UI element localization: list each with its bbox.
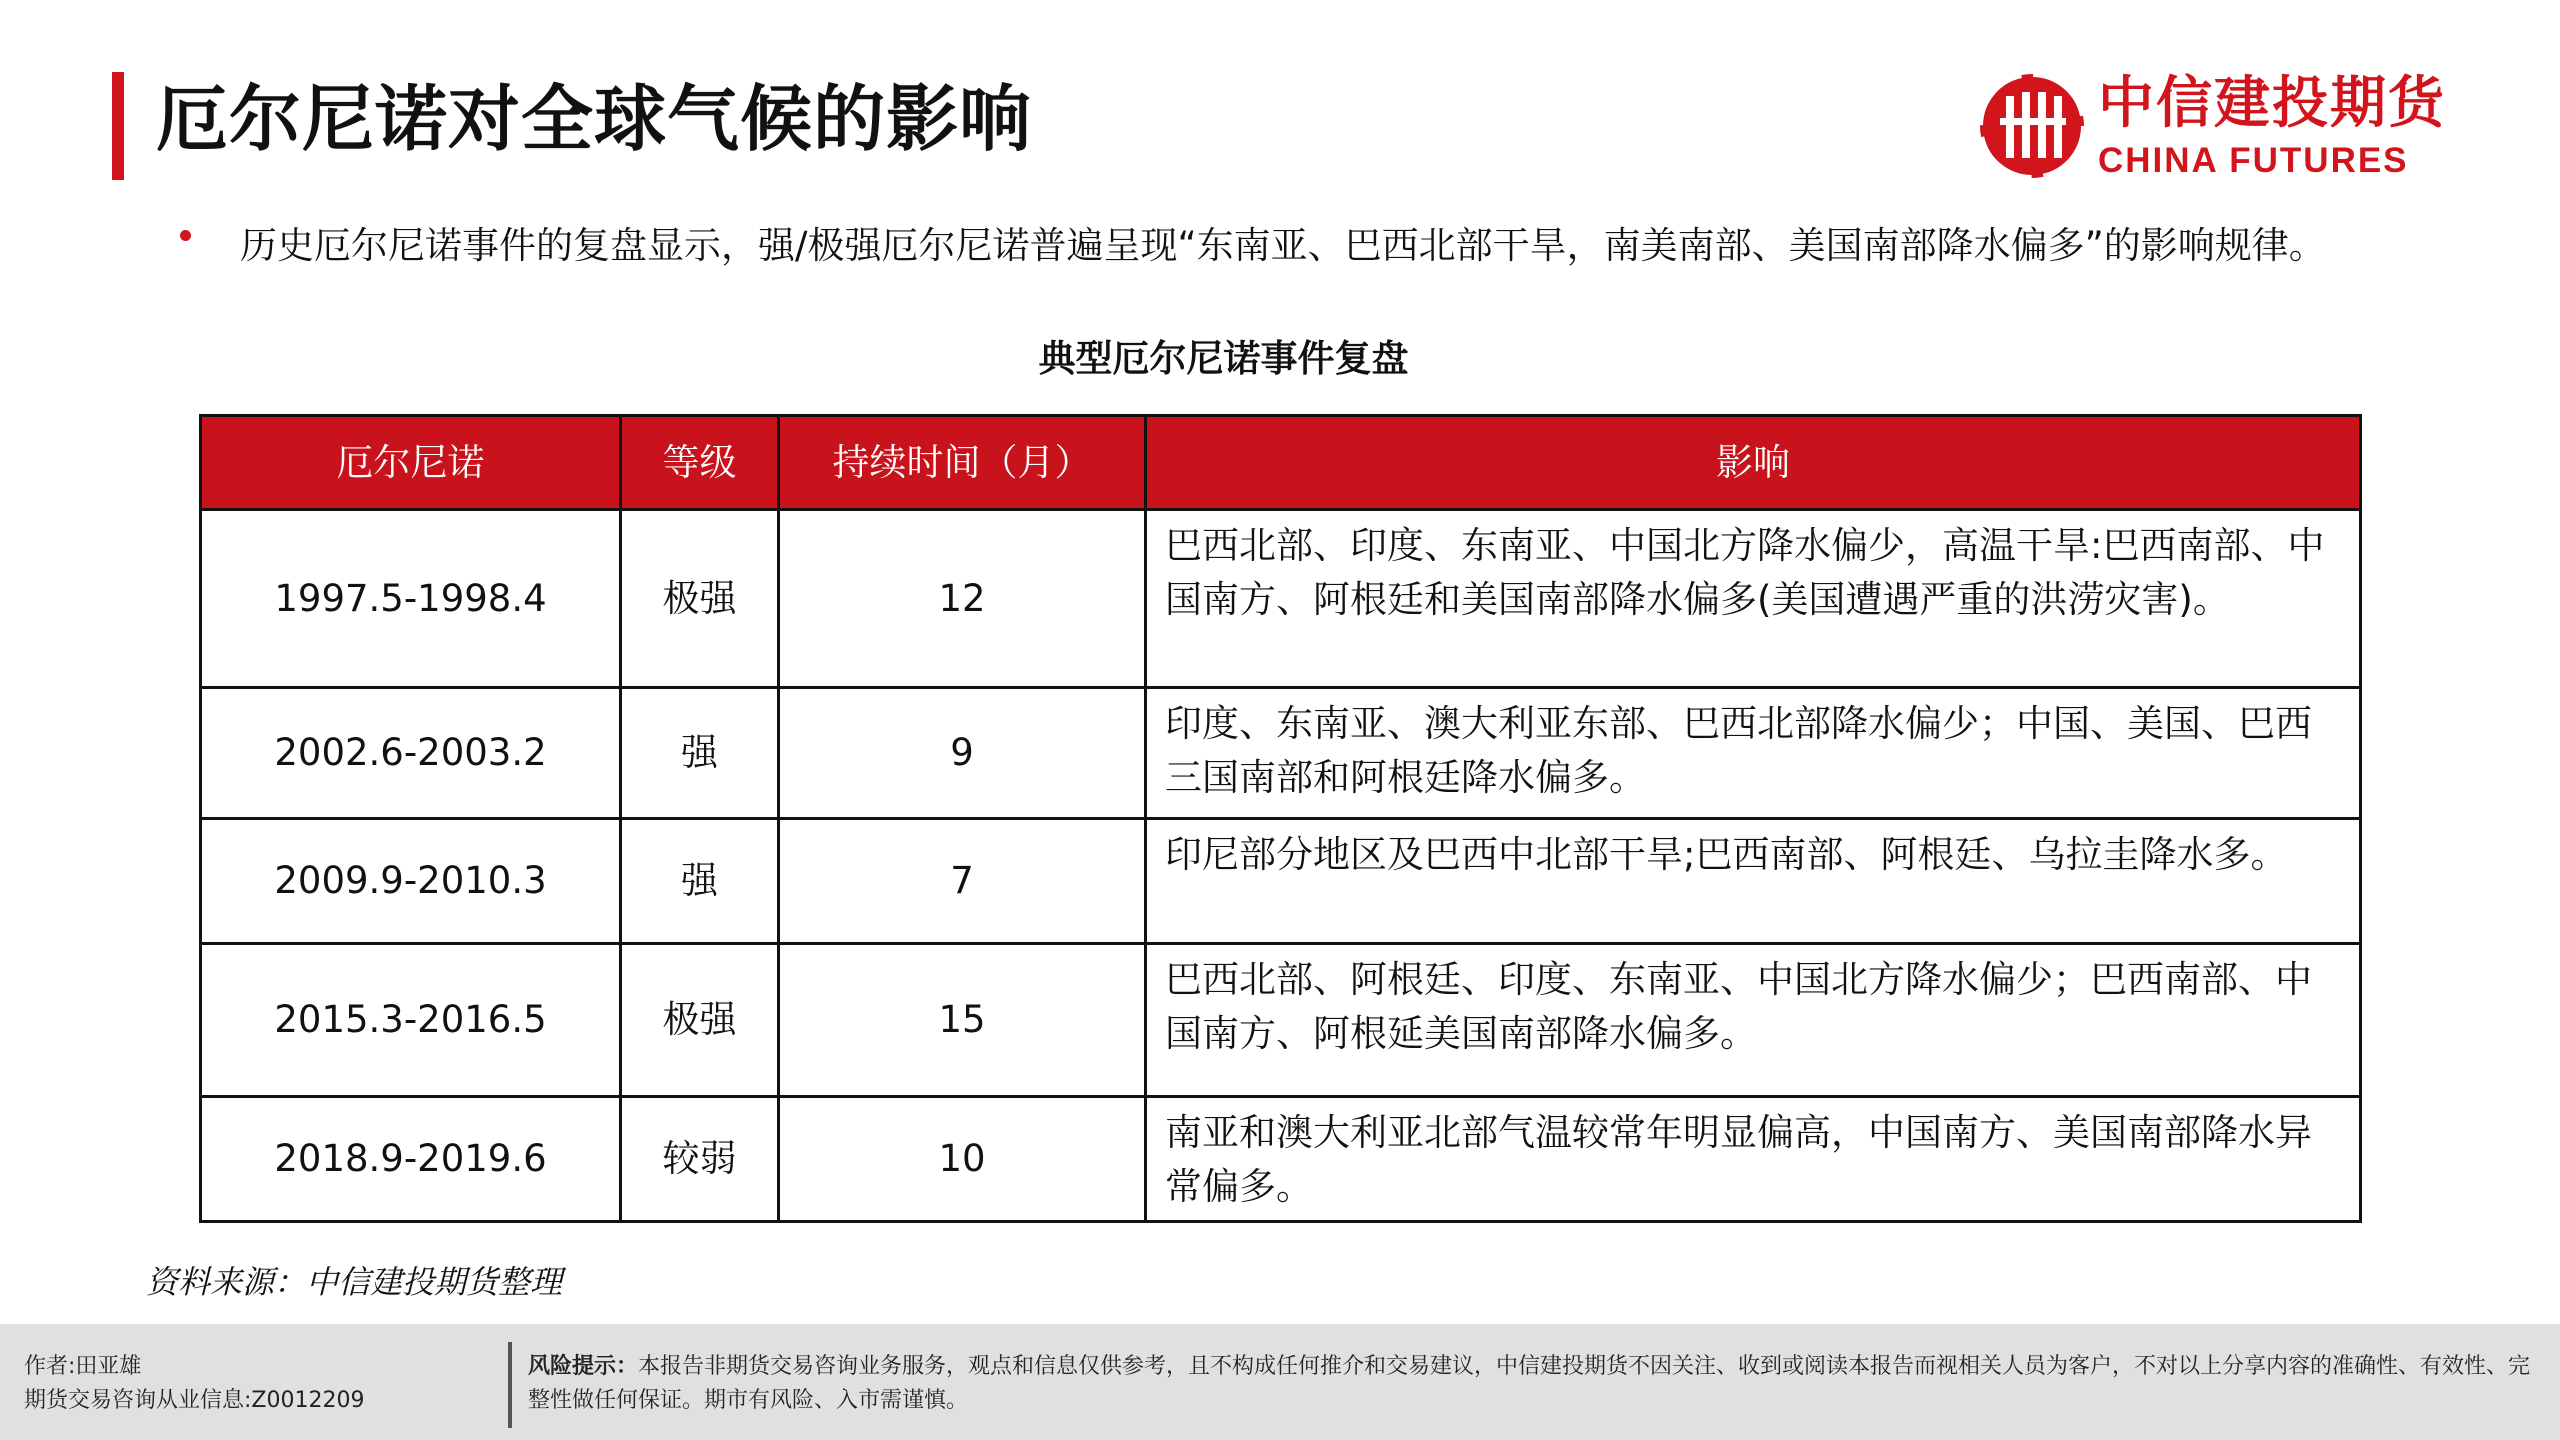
level-cell: 强 — [621, 688, 779, 819]
impact-cell: 巴西北部、印度、东南亚、中国北方降水偏少，高温干旱:巴西南部、中国南方、阿根廷和美国南部降水偏多(美国遭遇严重的洪涝灾害)。 — [1146, 510, 2361, 688]
period-cell: 2002.6-2003.2 — [201, 688, 621, 819]
license-number: 期货交易咨询从业信息:Z0012209 — [24, 1388, 365, 1413]
header-level: 等级 — [621, 416, 779, 510]
header-duration: 持续时间（月） — [779, 416, 1146, 510]
period-cell: 2015.3-2016.5 — [201, 944, 621, 1097]
duration-cell: 15 — [779, 944, 1146, 1097]
impact-cell: 巴西北部、阿根廷、印度、东南亚、中国北方降水偏少；巴西南部、中国南方、阿根延美国南部降水偏多。 — [1146, 944, 2361, 1097]
bullet-dot — [180, 230, 191, 241]
author-name: 作者:田亚雄 — [24, 1354, 142, 1379]
table-row — [201, 1097, 2361, 1222]
duration-cell: 9 — [779, 688, 1146, 819]
source-note: 资料来源：中信建投期货整理 — [146, 1263, 563, 1301]
header-el-nino: 厄尔尼诺 — [201, 416, 621, 510]
footer — [0, 1324, 2560, 1440]
level-cell: 极强 — [621, 944, 779, 1097]
risk-label: 风险提示： — [528, 1354, 639, 1379]
brand-logo — [1976, 70, 2446, 186]
title-accent-bar — [112, 72, 124, 180]
duration-cell: 10 — [779, 1097, 1146, 1222]
table-header-row — [201, 416, 2361, 510]
header-impact: 影响 — [1146, 416, 2361, 510]
period-cell: 2009.9-2010.3 — [201, 819, 621, 944]
footer-author-info — [24, 1350, 364, 1418]
page-title: 厄尔尼诺对全球气候的影响 — [156, 77, 1033, 161]
risk-disclaimer — [528, 1350, 2538, 1418]
table-title: 典型厄尔尼诺事件复盘 — [1038, 337, 1409, 380]
period-cell: 2018.9-2019.6 — [201, 1097, 621, 1222]
period-cell: 1997.5-1998.4 — [201, 510, 621, 688]
impact-cell: 南亚和澳大利亚北部气温较常年明显偏高，中国南方、美国南部降水异常偏多。 — [1146, 1097, 2361, 1222]
duration-cell: 12 — [779, 510, 1146, 688]
impact-cell: 印尼部分地区及巴西中北部干旱;巴西南部、阿根廷、乌拉圭降水多。 — [1146, 819, 2361, 944]
table-row — [201, 819, 2361, 944]
table-row — [201, 510, 2361, 688]
impact-cell: 印度、东南亚、澳大利亚东部、巴西北部降水偏少；中国、美国、巴西三国南部和阿根廷降水偏多。 — [1146, 688, 2361, 819]
level-cell: 较弱 — [621, 1097, 779, 1222]
risk-text: 本报告非期货交易咨询业务服务，观点和信息仅供参考，且不构成任何推介和交易建议，中信建投期货不因关注、收到或阅读本报告而视相关人员为客户，不对以上分享内容的准确性、有效性、完整性做任何保证。期市有风险、入市需谨慎。 — [528, 1354, 2531, 1413]
duration-cell: 7 — [779, 819, 1146, 944]
brand-name-cn: 中信建投期货 — [2098, 71, 2446, 136]
footer-divider — [508, 1342, 512, 1428]
el-nino-events-table — [199, 414, 2362, 1223]
table-row — [201, 688, 2361, 819]
level-cell: 极强 — [621, 510, 779, 688]
citic-logo-icon — [1976, 70, 2088, 182]
summary-bullet: 历史厄尔尼诺事件的复盘显示，强/极强厄尔尼诺普遍呈现“东南亚、巴西北部干旱，南美南部、美国南部降水偏多”的影响规律。 — [240, 224, 2326, 267]
table-row — [201, 944, 2361, 1097]
brand-name-en: CHINA FUTURES — [2098, 141, 2409, 180]
level-cell: 强 — [621, 819, 779, 944]
